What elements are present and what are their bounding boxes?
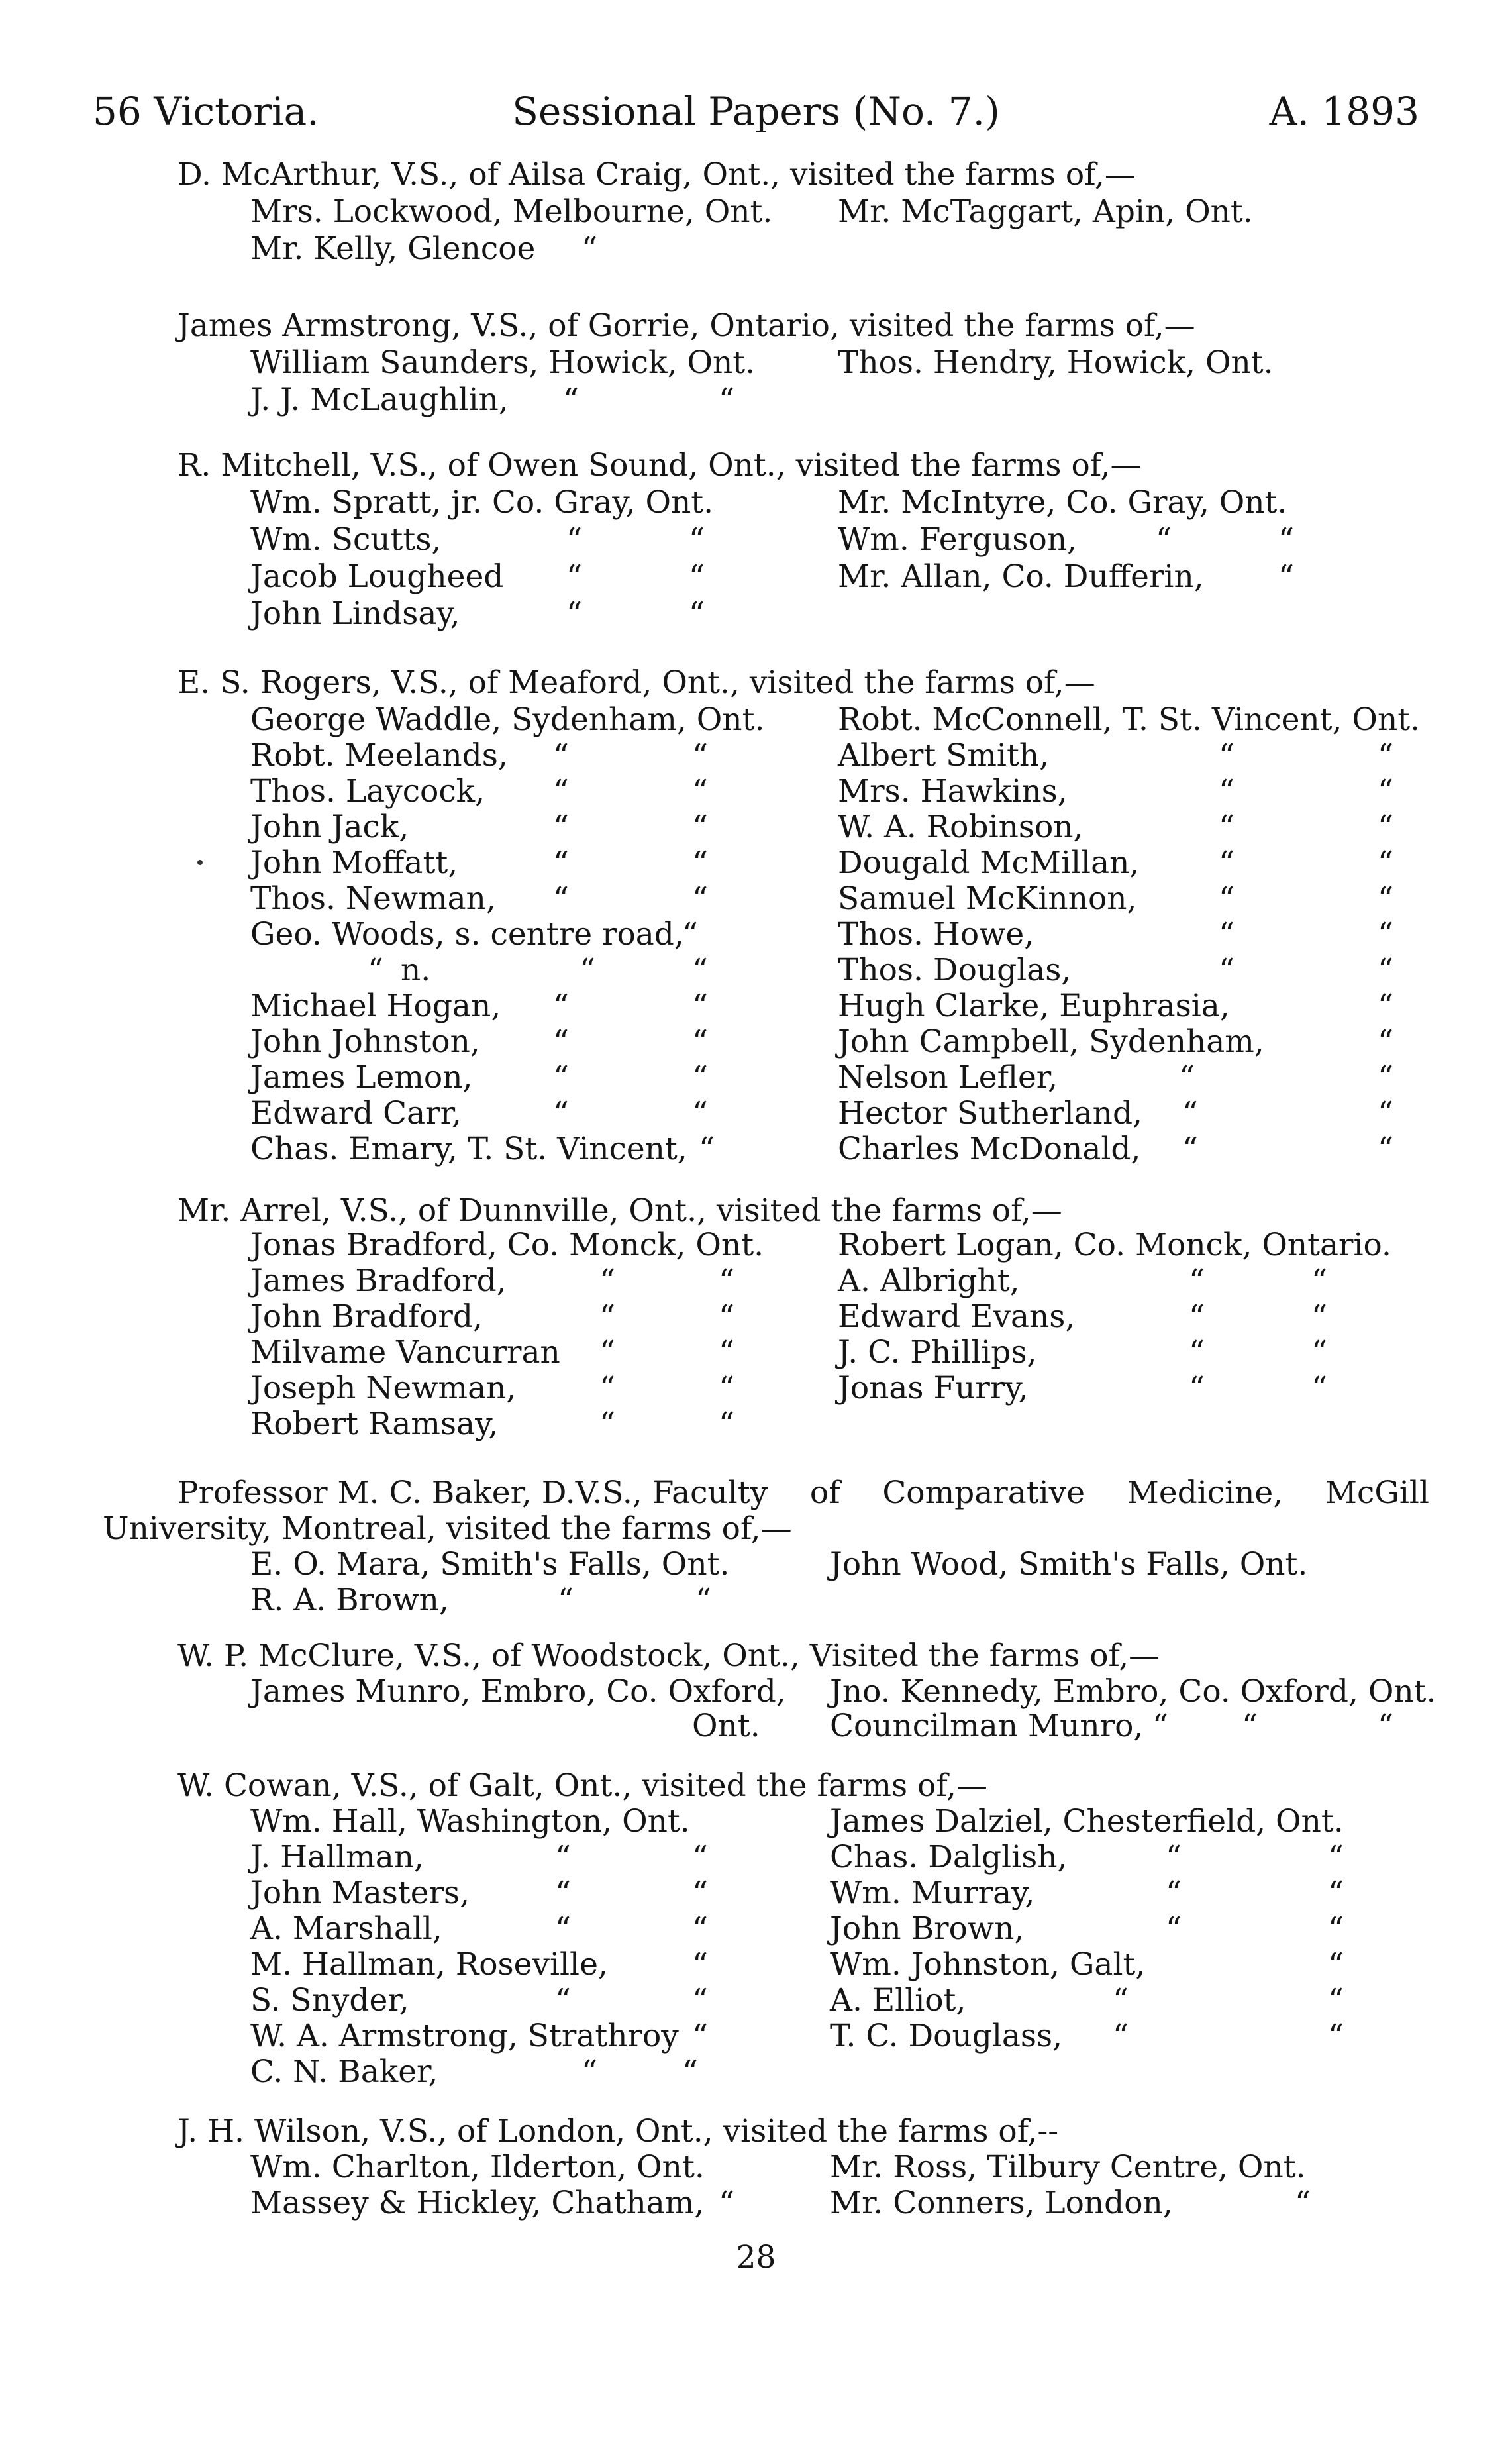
ditto-mark: “ — [558, 1582, 574, 1618]
farm-entry: A. Albright, — [838, 1263, 1020, 1299]
farm-entry: Councilman Munro, — [830, 1708, 1144, 1744]
farm-entry: Robert Logan, Co. Monck, Ontario. — [838, 1227, 1391, 1263]
farm-entry: Mr. Ross, Tilbury Centre, Ont. — [830, 2149, 1306, 2185]
ditto-mark: “ — [1242, 1708, 1258, 1744]
ditto-mark: “ — [692, 1095, 709, 1131]
ditto-mark: “ — [1156, 521, 1172, 558]
ditto-mark: “ — [1166, 1875, 1182, 1911]
farm-entry: George Waddle, Sydenham, Ont. — [250, 702, 765, 738]
farm-entry: Samuel McKinnon, — [838, 880, 1137, 917]
ditto-mark: “ — [553, 845, 570, 881]
farm-entry: Mrs. Hawkins, — [838, 773, 1068, 810]
ditto-mark: “ — [719, 1263, 735, 1299]
ditto-mark: “ — [553, 1095, 570, 1131]
ditto-mark: “ — [553, 988, 570, 1024]
ditto-mark: “ — [553, 1023, 570, 1060]
ditto-mark: “ — [695, 1582, 712, 1618]
ditto-mark: “ — [553, 809, 570, 845]
ditto-mark: “ — [1328, 1982, 1344, 2018]
ditto-mark: “ — [1182, 1095, 1199, 1131]
ditto-mark: “ — [1219, 773, 1235, 810]
ditto-mark: “ — [682, 2054, 699, 2090]
ditto-mark: “ — [692, 880, 709, 917]
ditto-mark: “ — [1378, 773, 1394, 810]
ditto-mark: “ — [599, 1263, 616, 1299]
ditto-mark: “ — [1378, 880, 1394, 917]
ditto-mark: “ — [692, 809, 709, 845]
ditto-mark: “ — [555, 1839, 572, 1875]
ditto-mark: “ — [555, 1910, 572, 1947]
farm-entry: William Saunders, Howick, Ont. — [250, 344, 756, 381]
farm-entry: Jno. Kennedy, Embro, Co. Oxford, Ont. — [830, 1673, 1436, 1710]
farm-entry: Wm. Hall, Washington, Ont. — [250, 1803, 690, 1840]
farm-entry: John Masters, — [250, 1875, 470, 1911]
farm-entry: Mr. Allan, Co. Dufferin, — [838, 558, 1204, 595]
header-year: A. 1893 — [1269, 89, 1419, 134]
ditto-mark: “ — [599, 1298, 616, 1335]
farm-entry: Mrs. Lockwood, Melbourne, Ont. — [250, 193, 773, 230]
ditto-mark: “ — [692, 1023, 709, 1060]
farm-entry: Thos. Newman, — [250, 880, 496, 917]
ditto-mark: “ — [692, 2018, 709, 2054]
farm-entry: Charles McDonald, — [838, 1131, 1141, 1167]
section-intro: J. H. Wilson, V.S., of London, Ont., visited the farms of,-- — [177, 2113, 1059, 2150]
intro-word: McGill — [1325, 1475, 1429, 1511]
ditto-mark: “ — [566, 558, 583, 595]
farm-entry: Ont. — [692, 1708, 760, 1744]
section-intro: E. S. Rogers, V.S., of Meaford, Ont., visited the farms of,— — [177, 664, 1095, 701]
farm-entry: Thos. Hendry, Howick, Ont. — [838, 344, 1274, 381]
farm-entry: W. A. Armstrong, Strathroy — [250, 2018, 679, 2054]
farm-entry: M. Hallman, Roseville, — [250, 1946, 608, 1983]
ditto-mark: “ — [1378, 1095, 1394, 1131]
ditto-mark: “ — [1113, 2018, 1129, 2054]
farm-entry: J. C. Phillips, — [838, 1334, 1037, 1371]
ditto-mark: “ — [553, 1059, 570, 1096]
ditto-mark: “ — [692, 845, 709, 881]
page-number: 28 — [736, 2239, 776, 2275]
header-session: 56 Victoria. — [93, 89, 319, 134]
farm-entry: A. Elliot, — [830, 1982, 966, 2018]
ditto-mark: “ — [555, 1875, 572, 1911]
farm-entry: Thos. Douglas, — [838, 952, 1072, 988]
ditto-mark: “ — [1189, 1263, 1205, 1299]
ditto-mark: “ — [1378, 916, 1394, 953]
ditto-mark: “ — [581, 231, 598, 267]
ditto-mark: “ — [1113, 1982, 1129, 2018]
ditto-mark: “ — [1182, 1131, 1199, 1167]
farm-entry: Milvame Vancurran — [250, 1334, 560, 1371]
ditto-mark: “ — [699, 1131, 715, 1167]
ditto-mark: “ — [599, 1370, 616, 1406]
ditto-mark: “ — [553, 880, 570, 917]
farm-entry: Mr. McIntyre, Co. Gray, Ont. — [838, 484, 1287, 521]
farm-entry: Robt. McConnell, T. St. Vincent, Ont. — [838, 702, 1421, 738]
ditto-mark: “ — [1189, 1298, 1205, 1335]
ditto-mark: “ — [553, 773, 570, 810]
farm-entry: Wm. Johnston, Galt, — [830, 1946, 1146, 1983]
ditto-mark: “ — [1311, 1298, 1328, 1335]
farm-entry: Hugh Clarke, Euphrasia, — [838, 988, 1230, 1024]
ditto-mark: “ — [1378, 737, 1394, 774]
ditto-mark: “ — [1152, 1708, 1169, 1744]
ditto-mark: “ — [1219, 880, 1235, 917]
farm-entry: John Campbell, Sydenham, — [838, 1023, 1264, 1060]
ditto-mark: “ — [692, 737, 709, 774]
ditto-mark: “ — [689, 596, 705, 632]
farm-entry: James Dalziel, Chesterfield, Ont. — [830, 1803, 1344, 1840]
ditto-mark: “ — [566, 596, 583, 632]
header-title: Sessional Papers (No. 7.) — [512, 89, 1000, 134]
farm-entry: Edward Carr, — [250, 1095, 462, 1131]
farm-entry: Jonas Furry, — [838, 1370, 1029, 1406]
ditto-mark: “ — [1189, 1370, 1205, 1406]
ditto-mark: “ — [719, 1334, 735, 1371]
farm-entry: Robert Ramsay, — [250, 1406, 499, 1442]
ditto-mark: “ — [1311, 1370, 1328, 1406]
farm-entry: Edward Evans, — [838, 1298, 1076, 1335]
ditto-mark: “ — [689, 521, 705, 558]
ditto-mark: “ — [1166, 1910, 1182, 1947]
farm-entry: Chas. Dalglish, — [830, 1839, 1068, 1875]
ditto-mark: “ — [719, 382, 735, 418]
ditto-mark: “ — [692, 1910, 709, 1947]
section-intro: W. P. McClure, V.S., of Woodstock, Ont., Visited the farms of,— — [177, 1638, 1160, 1674]
ditto-mark: “ — [555, 1982, 572, 2018]
farm-entry: Wm. Spratt, jr. Co. Gray, Ont. — [250, 484, 714, 521]
ditto-mark: “ — [553, 737, 570, 774]
farm-entry: Jonas Bradford, Co. Monck, Ont. — [250, 1227, 764, 1263]
farm-entry: James Bradford, — [250, 1263, 507, 1299]
ditto-mark: “ — [1219, 809, 1235, 845]
ditto-mark: “ — [692, 952, 709, 988]
farm-entry: John Johnston, — [250, 1023, 480, 1060]
ditto-mark: “ — [692, 988, 709, 1024]
ditto-mark: “ — [719, 2185, 735, 2221]
farm-entry: John Brown, — [830, 1910, 1025, 1947]
ditto-mark: “ — [719, 1370, 735, 1406]
farm-entry: W. A. Robinson, — [838, 809, 1084, 845]
farm-entry: Joseph Newman, — [250, 1370, 517, 1406]
farm-entry: A. Marshall, — [250, 1910, 442, 1947]
farm-entry: Thos. Howe, — [838, 916, 1034, 953]
intro-word: of — [809, 1475, 840, 1511]
farm-entry: Hector Sutherland, — [838, 1095, 1142, 1131]
farm-entry: John Wood, Smith's Falls, Ont. — [830, 1546, 1308, 1583]
farm-entry: Wm. Scutts, — [250, 521, 442, 558]
ditto-mark: “ — [1219, 737, 1235, 774]
farm-entry: Mr. McTaggart, Apin, Ont. — [838, 193, 1253, 230]
farm-entry: Geo. Woods, s. centre road, — [250, 916, 684, 953]
farm-entry: Albert Smith, — [838, 737, 1050, 774]
ditto-mark: “ — [1378, 1023, 1394, 1060]
intro-word: Comparative — [882, 1475, 1085, 1511]
farm-entry: Robt. Meelands, — [250, 737, 508, 774]
page-header — [93, 85, 1419, 138]
section-intro: James Armstrong, V.S., of Gorrie, Ontario, visited the farms of,— — [177, 307, 1195, 344]
ditto-mark: “ — [1219, 916, 1235, 953]
section-intro: W. Cowan, V.S., of Galt, Ont., visited the farms of,— — [177, 1767, 987, 1804]
ditto-mark: “ — [1328, 1946, 1344, 1983]
farm-entry: John Jack, — [250, 809, 409, 845]
farm-entry: Wm. Charlton, Ilderton, Ont. — [250, 2149, 705, 2185]
ditto-mark: “ — [1189, 1334, 1205, 1371]
farm-entry: R. A. Brown, — [250, 1582, 449, 1618]
ditto-mark: “ — [1219, 952, 1235, 988]
farm-entry: John Lindsay, — [250, 596, 460, 632]
section-intro: D. McArthur, V.S., of Ailsa Craig, Ont., visited the farms of,— — [177, 156, 1136, 193]
ditto-mark: “ — [692, 1982, 709, 2018]
ditto-mark: “ — [1328, 1839, 1344, 1875]
ditto-mark: “ — [581, 2054, 598, 2090]
farm-entry: John Moffatt, — [250, 845, 458, 881]
ditto-mark: “ — [1378, 988, 1394, 1024]
ditto-mark: “ — [1378, 845, 1394, 881]
farm-entry: John Bradford, — [250, 1298, 483, 1335]
farm-entry: Wm. Murray, — [830, 1875, 1035, 1911]
ditto-mark: “ — [1219, 845, 1235, 881]
farm-entry: Michael Hogan, — [250, 988, 501, 1024]
farm-entry: S. Snyder, — [250, 1982, 409, 2018]
ditto-mark: “ — [580, 952, 596, 988]
ditto-mark: “ — [682, 916, 699, 953]
ditto-mark: “ — [1278, 521, 1295, 558]
ditto-mark: “ — [692, 1059, 709, 1096]
farm-entry: Massey & Hickley, Chatham, — [250, 2185, 705, 2221]
farm-entry: James Lemon, — [250, 1059, 473, 1096]
farm-entry: James Munro, Embro, Co. Oxford, — [250, 1673, 786, 1710]
ditto-mark: “ — [692, 1875, 709, 1911]
ditto-mark: “ — [692, 1839, 709, 1875]
intro-word: Medicine, — [1127, 1475, 1284, 1511]
ditto-mark: “ — [719, 1298, 735, 1335]
ditto-mark: “ — [1378, 1131, 1394, 1167]
farm-entry: n. — [401, 952, 431, 988]
ditto-mark: “ — [1328, 1910, 1344, 1947]
farm-entry: J. J. McLaughlin, — [250, 382, 509, 418]
farm-entry: E. O. Mara, Smith's Falls, Ont. — [250, 1546, 730, 1583]
farm-entry: Thos. Laycock, — [250, 773, 485, 810]
ditto-mark: “ — [1311, 1334, 1328, 1371]
intro-word: Professor M. C. Baker, D.V.S., Faculty — [177, 1475, 768, 1511]
ditto-mark: “ — [1166, 1839, 1182, 1875]
ditto-mark: “ — [1278, 558, 1295, 595]
ditto-mark: “ — [692, 1946, 709, 1983]
farm-entry: Wm. Ferguson, — [838, 521, 1078, 558]
farm-entry: T. C. Douglass, — [830, 2018, 1063, 2054]
ditto-mark: “ — [689, 558, 705, 595]
ditto-mark: “ — [368, 952, 384, 988]
ditto-mark: “ — [1378, 1059, 1394, 1096]
ditto-mark: “ — [1295, 2185, 1311, 2221]
ditto-mark: “ — [1378, 952, 1394, 988]
ditto-mark: “ — [1378, 1708, 1394, 1744]
farm-entry: Dougald McMillan, — [838, 845, 1140, 881]
ditto-mark: “ — [566, 521, 583, 558]
farm-entry: Chas. Emary, T. St. Vincent, — [250, 1131, 687, 1167]
section-intro — [177, 1475, 1429, 1512]
section-intro: Mr. Arrel, V.S., of Dunnville, Ont., visited the farms of,— — [177, 1192, 1062, 1229]
ditto-mark: “ — [1311, 1263, 1328, 1299]
farm-entry: Mr. Kelly, Glencoe — [250, 231, 536, 267]
ditto-mark: “ — [1328, 2018, 1344, 2054]
farm-entry: J. Hallman, — [250, 1839, 424, 1875]
farm-entry: Nelson Lefler, — [838, 1059, 1058, 1096]
ditto-mark: “ — [1328, 1875, 1344, 1911]
ditto-mark: “ — [599, 1334, 616, 1371]
ditto-mark: “ — [692, 773, 709, 810]
ditto-mark: “ — [719, 1406, 735, 1442]
ditto-mark: “ — [599, 1406, 616, 1442]
farm-entry: C. N. Baker, — [250, 2054, 438, 2090]
section-intro: R. Mitchell, V.S., of Owen Sound, Ont., visited the farms of,— — [177, 447, 1142, 484]
farm-entry: Jacob Lougheed — [250, 558, 504, 595]
ditto-mark: “ — [1378, 809, 1394, 845]
stray-mark — [197, 860, 203, 865]
ditto-mark: “ — [1179, 1059, 1195, 1096]
farm-entry: Mr. Conners, London, — [830, 2185, 1173, 2221]
section-intro-continued: University, Montreal, visited the farms of,— — [103, 1510, 792, 1547]
ditto-mark: “ — [563, 382, 580, 418]
